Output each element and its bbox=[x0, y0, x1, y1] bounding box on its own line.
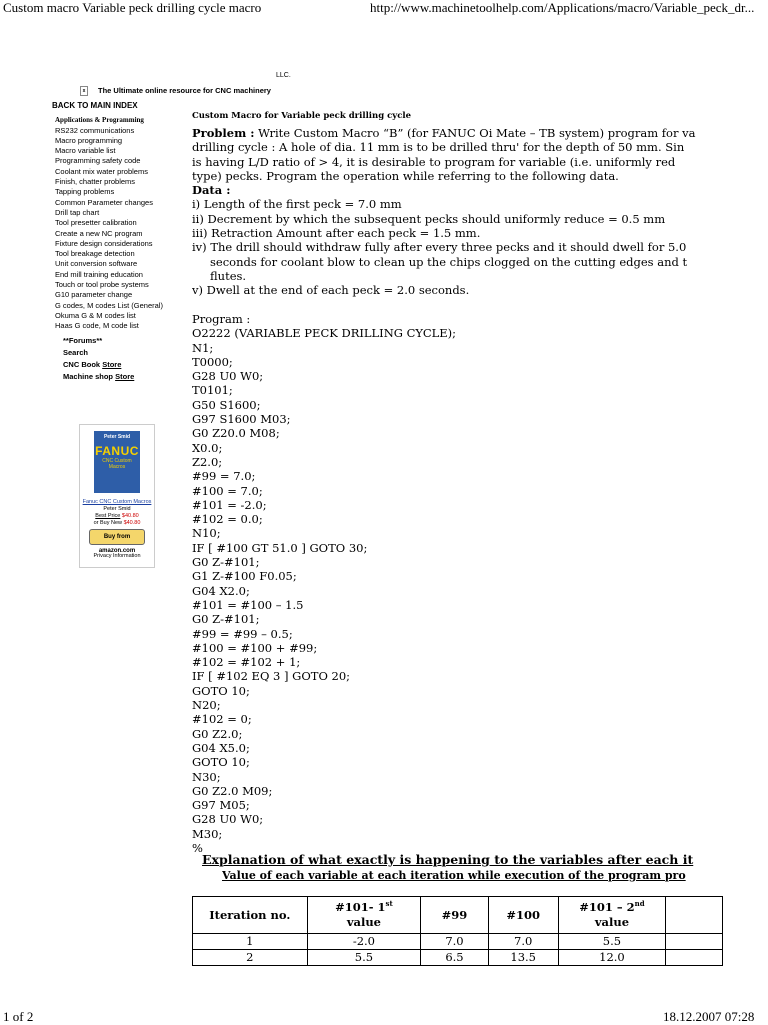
print-footer-page: 1 of 2 bbox=[3, 1009, 34, 1024]
program-listing bbox=[192, 312, 723, 855]
privacy-information-link[interactable]: Privacy Information bbox=[93, 553, 141, 559]
program-line: G04 X2.0; bbox=[192, 583, 250, 598]
sidebar-extra bbox=[63, 335, 134, 383]
data-label: Data : bbox=[192, 183, 231, 198]
program-line: N30; bbox=[192, 769, 221, 784]
program-line: G1 Z-#100 F0.05; bbox=[192, 569, 297, 584]
program-line: GOTO 10; bbox=[192, 683, 250, 698]
program-line: G0 Z-#101; bbox=[192, 612, 260, 627]
table-body bbox=[193, 934, 723, 966]
program-line: G04 X5.0; bbox=[192, 740, 250, 755]
table-cell: 1 bbox=[193, 934, 308, 950]
sidebar-link[interactable]: Tool breakage detection bbox=[55, 249, 135, 259]
table-cell: 6.5 bbox=[421, 950, 489, 966]
machine-shop-store-link[interactable]: Machine shop Store bbox=[63, 372, 135, 381]
program-line: G97 S1600 M03; bbox=[192, 412, 291, 427]
sidebar-link[interactable]: Macro variable list bbox=[55, 146, 116, 156]
program-line: G97 M05; bbox=[192, 798, 250, 813]
program-line: #100 = #100 + #99; bbox=[192, 640, 318, 655]
sidebar-link[interactable]: G codes, M codes List (General) bbox=[55, 300, 163, 310]
sidebar-link[interactable]: Fixture design considerations bbox=[55, 238, 153, 248]
header-main: #101- 1 bbox=[335, 900, 386, 914]
program-line: IF [ #100 GT 51.0 ] GOTO 30; bbox=[192, 540, 368, 555]
print-footer-date: 18.12.2007 07:28 bbox=[663, 1009, 755, 1024]
sidebar-link[interactable]: G10 parameter change bbox=[55, 290, 133, 300]
program-line: G28 U0 W0; bbox=[192, 369, 264, 384]
book-author: Peter Smid bbox=[103, 506, 131, 512]
search-link[interactable]: Search bbox=[63, 348, 89, 357]
book-cover-title: FANUC bbox=[95, 444, 139, 458]
program-line: T0000; bbox=[192, 354, 233, 369]
table-cell: 7.0 bbox=[488, 934, 558, 950]
data-item: flutes. bbox=[210, 268, 247, 283]
site-llc: LLC. bbox=[276, 72, 291, 79]
book-cover-author: Peter Smid bbox=[103, 434, 131, 440]
explanation-heading: Explanation of what exactly is happening to the variables after each it bbox=[202, 852, 694, 867]
data-item: iv) The drill should withdraw fully after every three pecks and it should dwell for 5.0 bbox=[192, 240, 687, 255]
table-cell: 5.5 bbox=[307, 950, 421, 966]
problem-line: type) pecks. Program the operation while referring to the following data. bbox=[192, 168, 619, 183]
program-label: Program : bbox=[192, 312, 251, 326]
program-line: G0 Z2.0 M09; bbox=[192, 783, 273, 798]
header-tail: value bbox=[594, 915, 630, 929]
sidebar-link[interactable]: Drill tap chart bbox=[55, 207, 100, 217]
forums-link[interactable]: **Forums** bbox=[63, 336, 103, 345]
program-line: G28 U0 W0; bbox=[192, 812, 264, 827]
data-item: seconds for coolant blow to clean up the chips clogged on the cutting edges and t bbox=[210, 254, 688, 269]
program-name: O2222 (VARIABLE PECK DRILLING CYCLE); bbox=[192, 326, 457, 341]
program-line: #102 = 0; bbox=[192, 712, 252, 727]
table-header-cell bbox=[666, 897, 723, 934]
table-cell: 12.0 bbox=[558, 950, 666, 966]
problem-statement bbox=[192, 126, 723, 298]
program-line: #101 = -2.0; bbox=[192, 497, 267, 512]
sidebar-link[interactable]: Tool presetter calibration bbox=[55, 218, 137, 228]
explanation-subheading: Value of each variable at each iteration while execution of the program pro bbox=[222, 869, 686, 882]
problem-line: is having L/D ratio of > 4, it is desirable to program for variable (i.e. uniformly red bbox=[192, 154, 676, 169]
table-header-cell bbox=[421, 897, 489, 934]
program-line: G0 Z20.0 M08; bbox=[192, 426, 280, 441]
sidebar-section-heading: Applications & Programming bbox=[55, 116, 144, 125]
program-line: M30; bbox=[192, 826, 223, 841]
sidebar-link[interactable]: Programming safety code bbox=[55, 156, 141, 166]
program-line: N1; bbox=[192, 340, 214, 355]
site-tagline bbox=[80, 86, 271, 96]
sidebar-link[interactable]: Haas G code, M code list bbox=[55, 321, 139, 331]
sidebar-link[interactable]: Touch or tool probe systems bbox=[55, 280, 149, 290]
data-item: iii) Retraction Amount after each peck = 1.5 mm. bbox=[192, 226, 481, 241]
program-line: #99 = #99 – 0.5; bbox=[192, 626, 293, 641]
book-cover-subtitle: CNC Custom Macros bbox=[102, 458, 132, 470]
header-main: Iteration no. bbox=[209, 907, 291, 922]
data-item: ii) Decrement by which the subsequent pecks should uniformly reduce = 0.5 mm bbox=[192, 211, 666, 226]
sidebar-link[interactable]: Common Parameter changes bbox=[55, 197, 153, 207]
sidebar-link[interactable]: Unit conversion software bbox=[55, 259, 138, 269]
book-buy-new[interactable]: or Buy New $40.80 bbox=[93, 520, 141, 526]
sidebar-link[interactable]: Macro programming bbox=[55, 135, 123, 145]
table-header-cell bbox=[193, 897, 308, 934]
table-row bbox=[193, 934, 723, 950]
table-cell: -2.0 bbox=[307, 934, 421, 950]
table-cell: 7.0 bbox=[421, 934, 489, 950]
program-line: N20; bbox=[192, 698, 221, 713]
book-best-price[interactable]: Best Price $40.80 bbox=[95, 513, 139, 519]
sidebar-link[interactable]: Coolant mix water problems bbox=[55, 166, 148, 176]
book-ad[interactable] bbox=[79, 424, 155, 568]
table-header-cell bbox=[488, 897, 558, 934]
header-tail: value bbox=[346, 915, 381, 929]
table-header-cell bbox=[307, 897, 421, 934]
program-line: T0101; bbox=[192, 383, 233, 398]
buy-from-amazon-button[interactable]: Buy from amazon.com bbox=[89, 529, 145, 545]
data-item: i) Length of the first peck = 7.0 mm bbox=[192, 197, 402, 212]
table-header-row bbox=[193, 897, 723, 934]
table-row bbox=[193, 950, 723, 966]
sidebar bbox=[52, 101, 192, 332]
sidebar-link[interactable]: End mill training education bbox=[55, 269, 143, 279]
program-line: #101 = #100 – 1.5 bbox=[192, 597, 304, 612]
sidebar-link[interactable]: Tapping problems bbox=[55, 187, 115, 197]
program-line: GOTO 10; bbox=[192, 755, 250, 770]
program-line: IF [ #102 EQ 3 ] GOTO 20; bbox=[192, 669, 351, 684]
program-line: % bbox=[192, 840, 203, 855]
table-cell bbox=[666, 934, 723, 950]
table-cell: 13.5 bbox=[488, 950, 558, 966]
problem-line: drilling cycle : A hole of dia. 11 mm is to be drilled thru' for the depth of 50 mm. Sin bbox=[192, 140, 685, 155]
tagline-text: The Ultimate online resource for CNC machinery bbox=[98, 86, 271, 95]
header-sup: nd bbox=[634, 899, 645, 909]
program-line: G50 S1600; bbox=[192, 397, 261, 412]
book-title-link[interactable]: Fanuc CNC Custom Macros bbox=[82, 499, 152, 505]
problem-label: Problem : bbox=[192, 126, 255, 140]
sidebar-link[interactable]: Create a new NC program bbox=[55, 228, 143, 238]
broken-image-icon: x bbox=[80, 86, 88, 96]
sidebar-links bbox=[52, 126, 192, 332]
back-to-main-index-link[interactable]: BACK TO MAIN INDEX bbox=[52, 101, 138, 110]
program-line: G0 Z-#101; bbox=[192, 555, 260, 570]
problem-line: Write Custom Macro “B” (for FANUC Oi Mate – TB system) program for va bbox=[254, 126, 696, 140]
header-main: #99 bbox=[441, 907, 468, 922]
article-title: Custom Macro for Variable peck drilling cycle bbox=[192, 111, 412, 121]
header-main: #100 bbox=[506, 907, 540, 922]
program-line: #99 = 7.0; bbox=[192, 469, 256, 484]
program-line: #102 = #102 + 1; bbox=[192, 655, 301, 670]
print-header-url: http://www.machinetoolhelp.com/Applications/macro/Variable_peck_dr... bbox=[370, 0, 755, 15]
header-sup: st bbox=[385, 899, 393, 909]
program-line: Z2.0; bbox=[192, 454, 223, 469]
table-cell bbox=[666, 950, 723, 966]
sidebar-link[interactable]: RS232 communications bbox=[55, 125, 135, 135]
print-header-title: Custom macro Variable peck drilling cycle macro bbox=[3, 0, 262, 15]
program-line: N10; bbox=[192, 526, 221, 541]
cnc-book-store-link[interactable]: CNC Book Store bbox=[63, 360, 122, 369]
program-line: G0 Z2.0; bbox=[192, 726, 243, 741]
iteration-table-wrapper bbox=[192, 896, 723, 968]
data-item: v) Dwell at the end of each peck = 2.0 seconds. bbox=[192, 283, 470, 298]
book-cover-image[interactable] bbox=[94, 431, 140, 493]
table-cell: 5.5 bbox=[558, 934, 666, 950]
table-header-cell bbox=[558, 897, 666, 934]
program-line: #102 = 0.0; bbox=[192, 512, 263, 527]
program-line: X0.0; bbox=[192, 440, 223, 455]
sidebar-link[interactable]: Finish, chatter problems bbox=[55, 177, 136, 187]
table-cell: 2 bbox=[193, 950, 308, 966]
sidebar-link[interactable]: Okuma G & M codes list bbox=[55, 310, 136, 320]
program-lines bbox=[192, 341, 723, 856]
program-line: #100 = 7.0; bbox=[192, 483, 263, 498]
header-main: #101 – 2 bbox=[579, 900, 635, 914]
iteration-table bbox=[192, 896, 723, 966]
